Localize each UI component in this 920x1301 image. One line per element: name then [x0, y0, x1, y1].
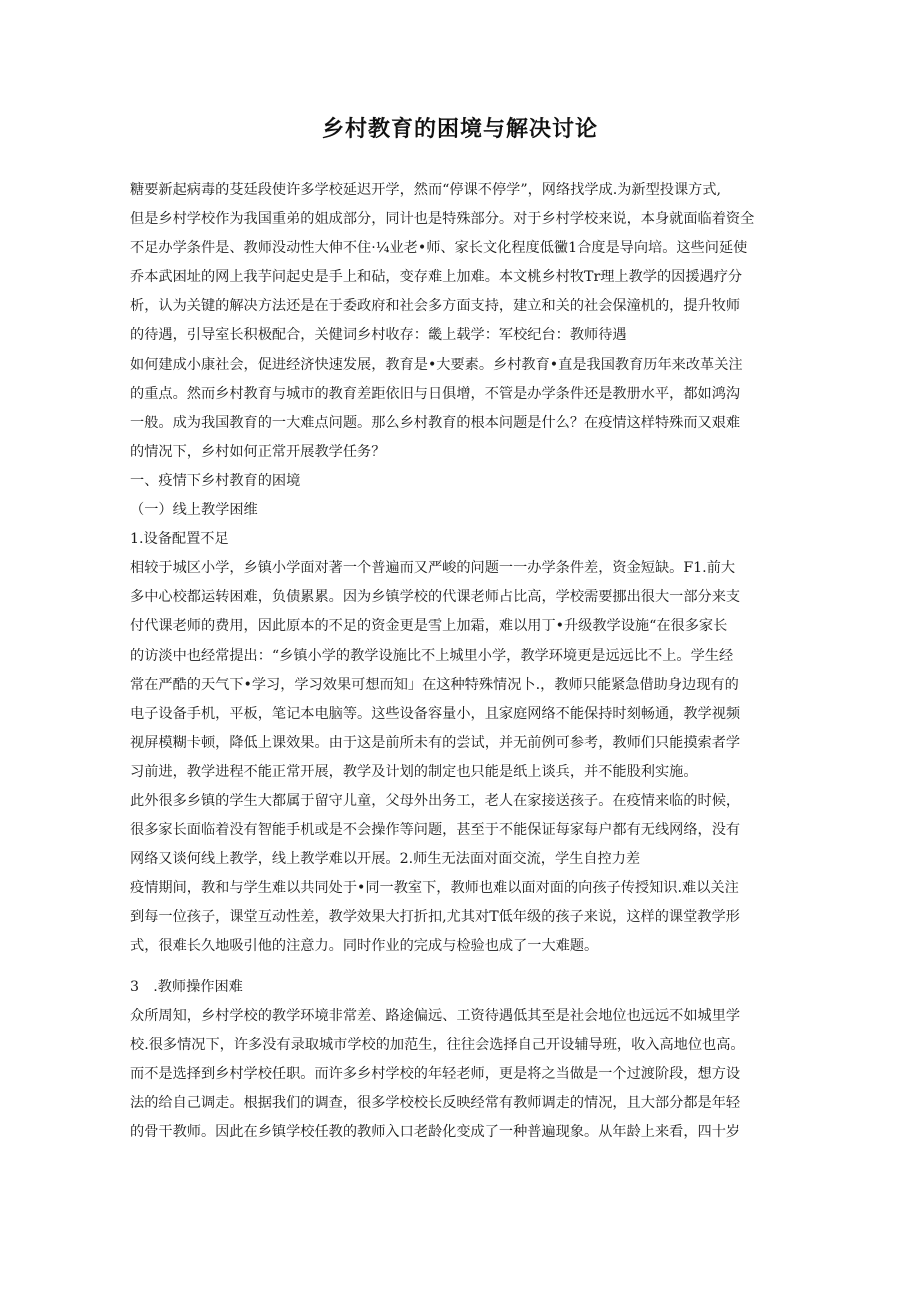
- text-line: 众所周知，乡村学校的教学环境非常差、路途偏远、工资待遇低其至是社会地位也远远不如城里学: [130, 1007, 741, 1024]
- text-line: 的骨干教师。因此在乡镇学校任教的教师入口老龄化变成了一种普遍现象。从年龄上来看，四十岁: [130, 1124, 741, 1140]
- text-line: 电子设备手机，平板，笔记本电脑等。这些设备容量小，且家庭网络不能保持时刻畅通，教学视频: [130, 705, 741, 722]
- text-line: 到每一位孩子，课堂互动性差，教学效果大打折扣,尤其对T低年级的孩子来说，这样的课堂教学形: [130, 909, 740, 926]
- text-line: 的重点。然而乡村教育与城市的教育差距依旧与日俱增，不管是办学条件还是教册水平，都如鸿沟: [130, 385, 741, 402]
- text-line: 视屏模糊卡顿，降低上课效果。由于这是前所未有的尝试，并无前例可参考，教师们只能摸索者学: [130, 734, 741, 751]
- text-line: 式，很难长久地吸引他的注意力。同时作业的完成与检验也成了一大难题。: [130, 938, 599, 955]
- text-line: 不足办学条件是、教师没动性大伸不住·¼业老•师、家长文化程度低黴1合度是导向培。这些问延使: [130, 240, 748, 257]
- text-line: 如何建成小康社会，促进经济快速发展，教育是•大要素。乡村教育•直是我国教育历年来改革关注: [130, 356, 743, 373]
- subsection-heading: （一）线上教学困维: [130, 502, 258, 519]
- text-line: 但是乡村学校作为我国重弟的姐成部分，同计也是特殊部分。对于乡村学校来说，本身就面临着资全: [130, 211, 755, 228]
- text-line: 常在严酷的天气下•学习，学习效果可想而知」在这种特殊情况卜.，教师只能紧急借助身边现有的: [130, 676, 739, 693]
- text-line: 的情况下，乡村如何正常开展教学任务？: [130, 443, 386, 460]
- text-line: 此外很多乡镇的学生大都属于留守儿童，父母外出务工，老人在家接送孩子。在疫情来临的时候，: [130, 792, 741, 809]
- text-line: 法的给自己调走。根据我们的调查，很多学校校长反映经常有教师调走的情况，且大部分都是年轻: [130, 1094, 741, 1111]
- text-line: 乔本武困址的网上我芋问起史是手上和砧，变存难上加难。本文桃乡村牧Tr理上教学的因援遇疗分: [130, 269, 743, 286]
- section-heading: 一、疫情下乡村教育的困境: [130, 472, 301, 489]
- text-line: 很多家长面临着没有智能手机或是不会操作等问题，甚至于不能保证每家每户都有无线网络，没有: [130, 822, 741, 839]
- text-line: 多中心校都运转困难，负债累累。因为乡镇学校的代课老师占比高，学校需要挪出很大一部分来支: [130, 589, 741, 606]
- text-line: 的访淡中也经常提出：“乡镇小学的教学设施比不上城里小学，教学环境更是远远比不上。学生经: [130, 647, 734, 664]
- text-line: 网络又谈何线上教学，线上教学难以开展。2.师生无法面对面交流，学生自控力差: [130, 851, 641, 868]
- numbered-heading: 1.设备配置不足: [130, 531, 229, 548]
- text-line: 付代课老师的费用，因此原本的不足的资金更是雪上加霜，难以用丁•升级教学设施“在很多家长: [130, 618, 728, 635]
- text-line: 一般。成为我国教育的一大难点问题。那么乡村教育的根本问题是什么？在疫情这样特殊而又艰难: [130, 414, 741, 431]
- document-title: 乡村教育的困境与解决讨论: [321, 117, 598, 142]
- document-body: [130, 176, 798, 1147]
- text-line: 相较于城区小学，乡镇小学面对著一个普遍而又严峻的问题一一办学条件差，资金短缺。F1.前大: [130, 560, 736, 577]
- text-line: 校.很多情况下，许多没有录取城市学校的加范生，往往会选择自己开设辅导班，收入高地位也高。: [130, 1036, 745, 1053]
- paragraph-gap: [130, 962, 798, 973]
- text-line: 糖要新起病毒的芟廷段使许多学校延迟开学，然而“停课不停学”，网络找学成.为新型投课方式,: [130, 182, 722, 198]
- text-line: 习前进，教学进程不能正常开展，教学及计划的制定也只能是纸上谈兵，并不能股利实施。: [130, 763, 698, 780]
- text-line: 析，认为关键的解决方法还是在于委政府和社会多方面支持，建立和关的社会保潼机的，提升牧师: [130, 298, 741, 315]
- text-line: 疫情期间，教和与学生难以共同处于•同一教室下，教师也难以面对面的向孩子传授知识.难以关注: [130, 880, 739, 897]
- numbered-heading: 3 .教师操作困难: [130, 978, 243, 995]
- text-line: 的待遇，引导室长积极配合，关健词乡村收存：畿上载学：军校纪台：教师待遇: [130, 327, 627, 344]
- text-line: 而不是选择到乡村学校任职。而许多乡村学校的年轻老师，更是将之当做是一个过渡阶段，想方设: [130, 1065, 741, 1082]
